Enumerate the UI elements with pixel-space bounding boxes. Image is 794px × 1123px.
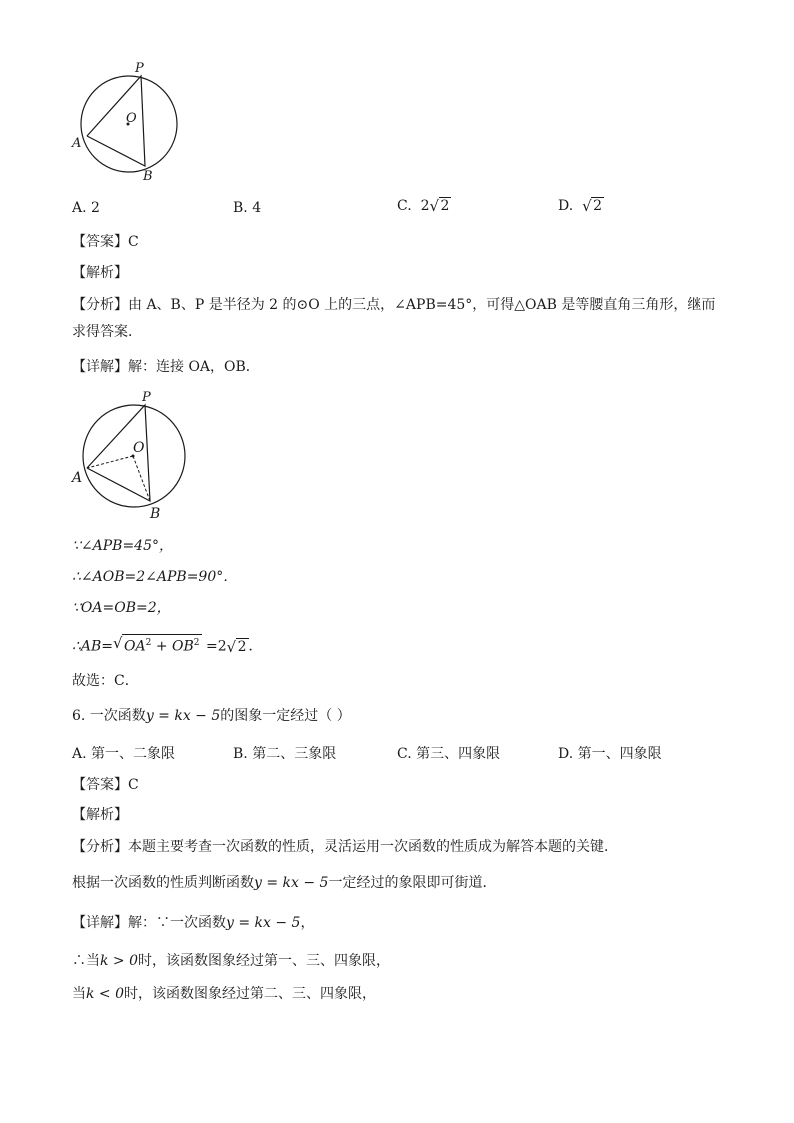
label-o: O [133,440,145,456]
q6-analysis-heading: 【解析】 [72,807,128,823]
q6-answer-line: 【答案】C [72,777,139,793]
label-b: B [150,506,161,522]
analysis-heading: 【解析】 [72,265,128,281]
option-d: D. √ 2 [558,197,603,215]
sqrt-symbol: √ 2 [582,197,603,215]
q6-case-2: 当k < 0时，该函数图象经过第二、三、四象限， [72,986,377,1002]
detail-line: 【详解】解：连接 OA，OB． [72,359,260,375]
step-1: ∵∠APB=45°， [72,538,174,554]
analysis-paragraph: 【分析】由 A、B、P 是半径为 2 的⊙O 上的三点，∠APB=45°，可得△OAB 是等腰直角三角形，继而求得答案． [72,297,716,340]
q6-analysis-text: 【分析】本题主要考查一次函数的性质，灵活运用一次函数的性质成为解答本题的关键． [72,839,618,855]
q6-case-1: ∴当k > 0时，该函数图象经过第一、三、四象限， [72,953,391,969]
label-p: P [142,390,151,405]
circle-figure-1 [66,58,186,184]
step-4: ∴AB= √ $OA^2 + OB^2 =2$ √ 2 ． [72,634,263,656]
sqrt-symbol: √ 2 [429,197,450,215]
option-a: A. 2 [72,200,100,216]
choice-line: 故选：C． [72,673,139,689]
step-2: ∴∠AOB=2∠APB=90°． [72,569,238,585]
sqrt-symbol: √ $OA^2 + OB^2$ [113,634,200,655]
option-b: B. 4 [233,200,262,216]
question-6-stem: 6. 一次函数y = kx − 5的图象一定经过（ ） [72,708,351,724]
answer-line: 【答案】C [72,234,139,250]
q6-option-a: A. 第一、二象限 [72,746,176,762]
segment-oa [87,456,133,468]
q6-option-c: C. 第三、四象限 [397,746,501,762]
q6-basis-line: 根据一次函数的性质判断函数y = kx − 5一定经过的象限即可街道． [72,875,497,891]
q6-option-d: D. 第一、四象限 [558,746,662,762]
label-o: O [126,111,137,126]
q6-option-b: B. 第二、三象限 [233,746,337,762]
label-a: A [72,136,82,151]
option-c: C. 2 √ 2 [397,197,450,215]
label-b: B [143,169,153,184]
step-3: ∵OA=OB=2， [72,600,171,616]
q6-detail-line: 【详解】解：∵一次函数y = kx − 5， [72,915,315,931]
circle-figure-2 [66,386,192,522]
label-a: A [72,470,83,486]
sqrt-symbol: √ 2 [226,637,247,656]
label-p: P [135,61,144,76]
